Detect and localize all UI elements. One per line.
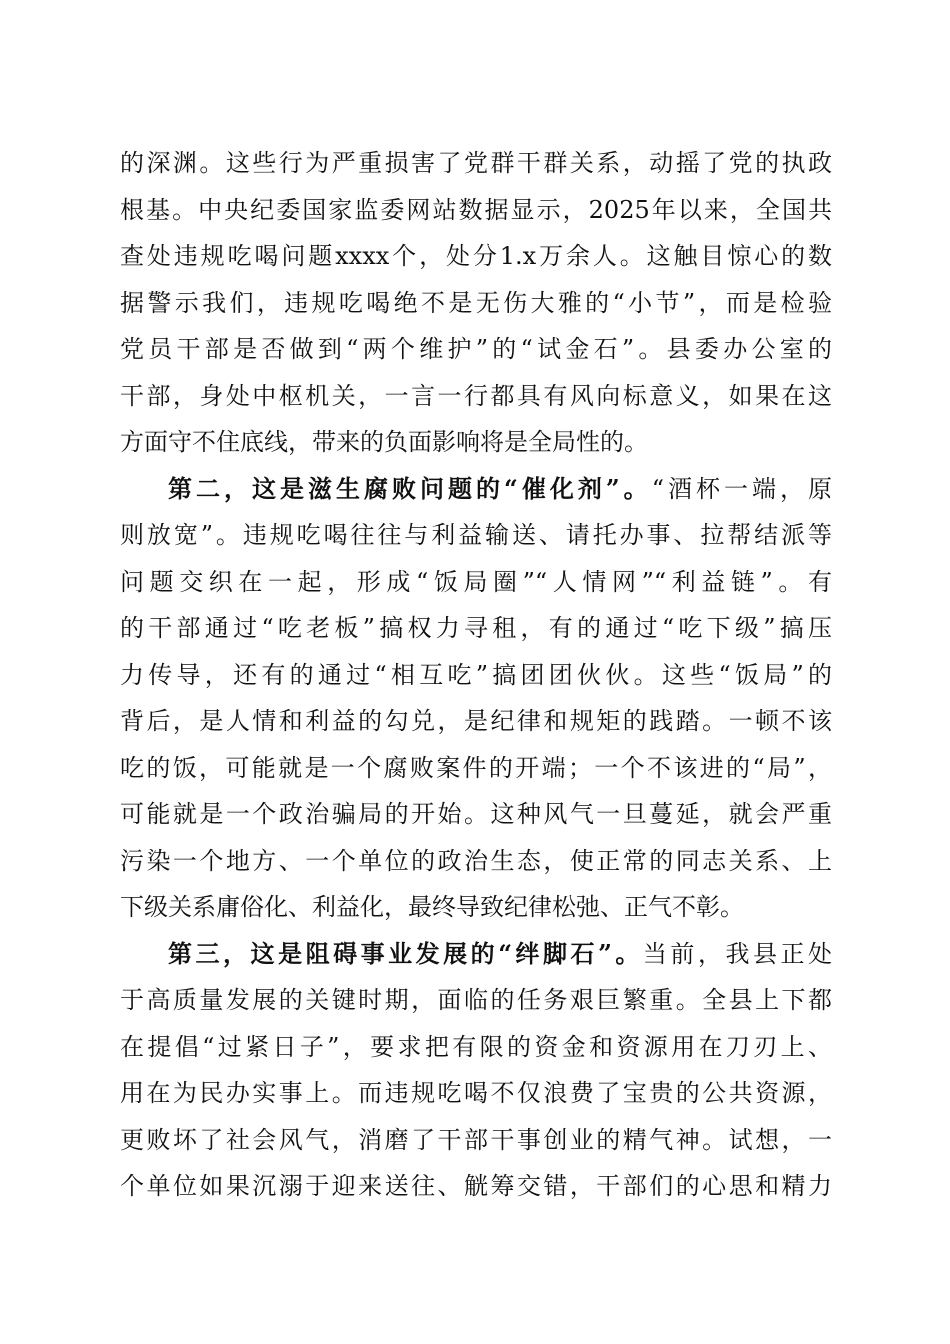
- p2-line-2: 则放宽”。违规吃喝往往与利益输送、请托办事、拉帮结派等: [120, 521, 832, 549]
- p2-line-8: 可能就是一个政治骗局的开始。这种风气一旦蔓延，就会严重: [120, 800, 832, 828]
- p1-line-5: 党员干部是否做到“两个维护”的“试金石”。县委办公室的: [120, 335, 832, 363]
- p3-line-6: 个单位如果沉溺于迎来送往、觥筹交错，干部们的心思和精力: [120, 1172, 832, 1200]
- p2-line-1: [120, 466, 832, 513]
- p3-line-5: 更败坏了社会风气，消磨了干部干事创业的精气神。试想，一: [120, 1125, 832, 1154]
- p3-first-line-text: 当前，我县正处: [642, 939, 832, 968]
- p2-line-10: 下级关系庸俗化、利益化，最终导致纪律松弛、正气不彰。: [120, 893, 744, 921]
- p2-line-5: 力传导，还有的通过“相互吃”搞团团伙伙。这些“饭局”的: [120, 660, 832, 689]
- p1-line-1: 的深渊。这些行为严重损害了党群干群关系，动摇了党的执政: [120, 149, 832, 177]
- p2-line-6: 背后，是人情和利益的勾兑，是纪律和规矩的践踏。一顿不该: [120, 707, 832, 735]
- p3-line-3: 在提倡“过紧日子”，要求把有限的资金和资源用在刀刃上、: [120, 1032, 832, 1061]
- p3-line-1: [120, 931, 832, 978]
- p2-lead-heading: 第二，这是滋生腐败问题的“催化剂”。: [168, 473, 652, 503]
- p3-line-2: 于高质量发展的关键时期，面临的任务艰巨繁重。全县上下都: [120, 986, 832, 1014]
- p1-line-3: 查处违规吃喝问题xxxx个，处分1.x万余人。这触目惊心的数: [120, 242, 832, 270]
- p1-line-2: 根基。中央纪委国家监委网站数据显示，2025年以来，全国共: [120, 195, 832, 224]
- p3-lead-heading: 第三，这是阻碍事业发展的“绊脚石”。: [168, 938, 643, 968]
- p2-line-7: 吃的饭，可能就是一个腐败案件的开端；一个不该进的“局”，: [120, 753, 832, 782]
- p2-line-9: 污染一个地方、一个单位的政治生态，使正常的同志关系、上: [120, 846, 832, 875]
- p2-first-line-text: “酒杯一端，原: [651, 474, 832, 503]
- p1-line-6: 干部，身处中枢机关，一言一行都具有风向标意义，如果在这: [120, 381, 832, 410]
- p3-line-4: 用在为民办实事上。而违规吃喝不仅浪费了宝贵的公共资源，: [120, 1079, 832, 1107]
- p1-line-7: 方面守不住底线，带来的负面影响将是全局性的。: [120, 428, 648, 456]
- p2-line-4: 的干部通过“吃老板”搞权力寻租，有的通过“吃下级”搞压: [120, 614, 832, 642]
- document-body: [120, 140, 832, 1210]
- p1-line-4: 据警示我们，违规吃喝绝不是无伤大雅的“小节”，而是检验: [120, 288, 832, 317]
- p2-line-3: 问题交织在一起，形成“饭局圈”“人情网”“利益链”。有: [120, 567, 832, 596]
